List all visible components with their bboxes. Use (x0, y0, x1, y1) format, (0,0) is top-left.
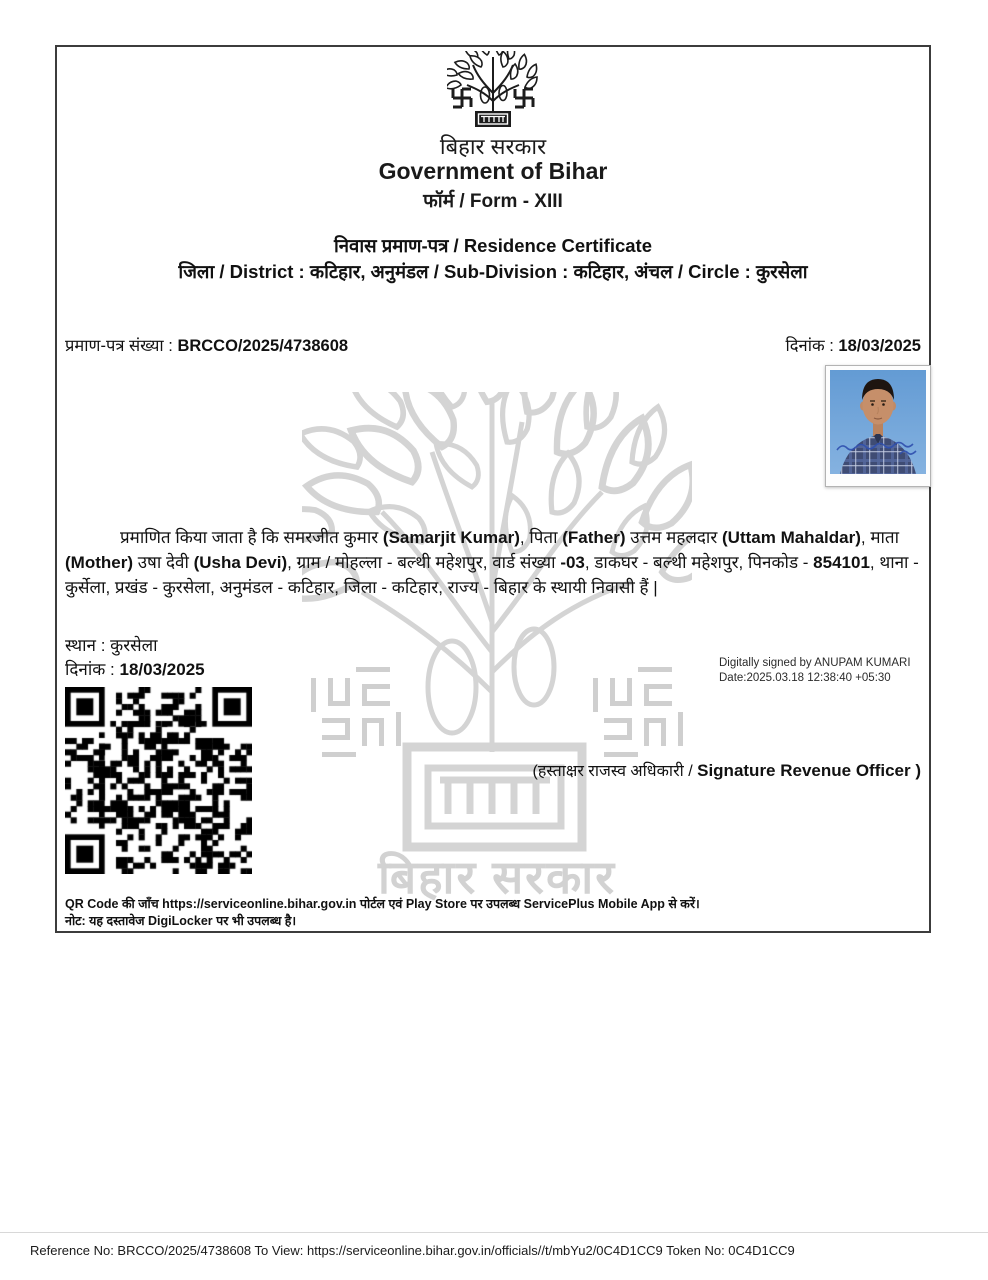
district-subdivision-circle-line: जिला / District : कटिहार, अनुमंडल / Sub-Division : कटिहार, अंचल / Circle : कुरसेला (178, 261, 808, 282)
footer-reference: Reference No: BRCCO/2025/4738608 To View: https://serviceonline.bihar.gov.in/officials//t/mbYu2/0C4D1CC9 Token No: 0C4D1CC9 (30, 1243, 795, 1258)
form-number: फॉर्म / Form - XIII (423, 191, 563, 212)
officer-signature-line (533, 759, 921, 781)
note-line-2: नोट: यह दस्तावेज DigiLocker पर भी उपलब्ध है। (65, 913, 297, 928)
certificate-meta-row (65, 333, 921, 356)
issue-place-label: स्थान : (65, 636, 106, 655)
issue-place (65, 633, 158, 656)
swastika-right-icon (515, 89, 533, 107)
bihar-emblem-icon (447, 51, 539, 131)
digital-signature-text (719, 656, 911, 686)
certificate-date-label: दिनांक : (785, 337, 834, 355)
footer-divider (0, 1232, 988, 1233)
note-line-1: QR Code की जाँच https://serviceonline.bihar.gov.in पोर्टल एवं Play Store पर उपलब्ध ServicePlus Mobile App से करें। (65, 897, 700, 911)
issue-place-value: कुरसेला (110, 636, 158, 655)
issue-date (65, 657, 205, 680)
certificate-number (65, 333, 348, 356)
swastika-watermark-right-icon (604, 678, 672, 746)
state-name-hindi: बिहार सरकार (439, 134, 547, 159)
certificate-number-value: BRCCO/2025/4738608 (177, 337, 349, 355)
swastika-watermark-left-icon (322, 678, 390, 746)
body-paragraph: प्रमाणित किया जाता है कि समरजीत कुमार (Samarjit Kumar), पिता (Father) उत्तम महलदार (Uttam Mahaldar), माता (Mother) उषा देवी (Usha Devi), ग्राम / मोहल्ला - बल्थी महेशपुर, वार्ड संख्या -03, डाकघर - बल्थी महेशपुर, पिनकोड - 854101, थाना - कुर्सेला, प्रखंड - कुरसेला, अनुमंडल - कटिहार, जिला - कटिहार, राज्य - बिहार के स्थायी निवासी हैं | (65, 528, 919, 597)
certificate-notes (65, 896, 700, 929)
watermark-text: बिहार सरकार (377, 851, 617, 903)
state-name-english: Government of Bihar (378, 158, 608, 184)
officer-signature-hindi: (हस्ताक्षर राजस्व अधिकारी / (532, 763, 698, 780)
bihar-emblem-watermark-icon (302, 392, 692, 852)
issue-date-label: दिनांक : (65, 660, 115, 679)
qr-code (65, 687, 252, 874)
swastika-left-icon (453, 89, 471, 107)
certificate-number-label: प्रमाण-पत्र संख्या : (65, 337, 173, 355)
plaque-icon (475, 111, 511, 127)
certificate-title: निवास प्रमाण-पत्र / Residence Certificate (333, 235, 652, 256)
issue-date-value: 18/03/2025 (119, 660, 205, 679)
certificate-date (786, 333, 922, 356)
applicant-photo (825, 365, 931, 487)
certificate-date-value: 18/03/2025 (838, 337, 921, 355)
digital-signature-line2: Date:2025.03.18 12:38:40 +05:30 (719, 672, 891, 684)
officer-signature-english: Signature Revenue Officer ) (697, 761, 921, 780)
digital-signature-line1: Digitally signed by ANUPAM KUMARI (719, 657, 911, 669)
residence-certificate (55, 45, 931, 933)
